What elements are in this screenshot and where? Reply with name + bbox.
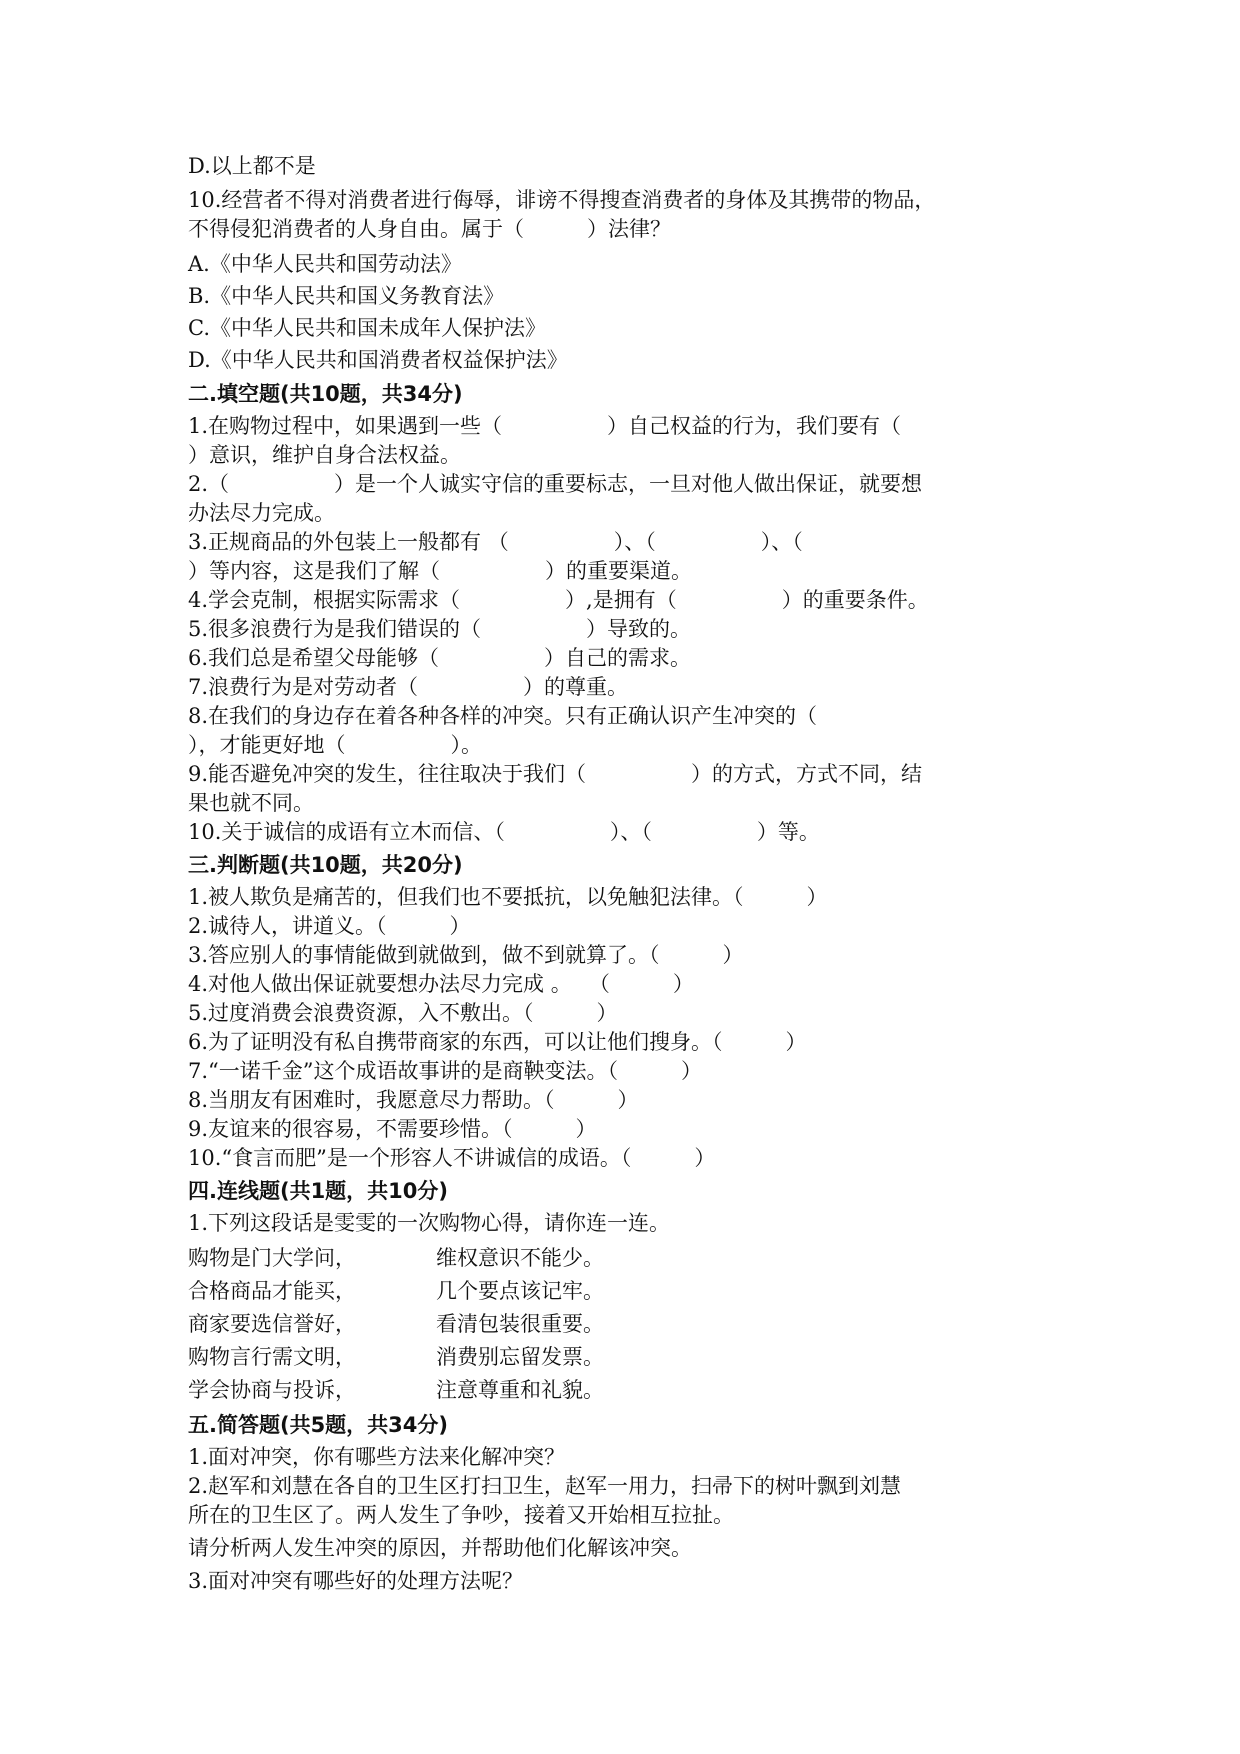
section-matching-title: 四.连线题(共1题，共10分)	[188, 1179, 449, 1203]
matching-left-item: 合格商品才能买，	[188, 1279, 356, 1303]
fill-line: 1.在购物过程中，如果遇到一些（ ）自己权益的行为，我们要有（	[188, 414, 902, 438]
fill-line: 6.我们总是希望父母能够（ ）自己的需求。	[188, 646, 692, 670]
matching-right-item: 维权意识不能少。	[436, 1246, 604, 1270]
fill-line: 9.能否避免冲突的发生，往往取决于我们（ ）的方式，方式不同，结	[188, 762, 923, 786]
fill-line: 8.在我们的身边存在着各种各样的冲突。只有正确认识产生冲突的（	[188, 704, 818, 728]
short-answer-q2-line3: 请分析两人发生冲突的原因，并帮助他们化解该冲突。	[188, 1536, 692, 1560]
q9-option-d: D.以上都不是	[188, 154, 316, 178]
matching-right-item: 注意尊重和礼貌。	[436, 1378, 604, 1402]
fill-line: 果也就不同。	[188, 791, 314, 815]
judge-line: 3.答应别人的事情能做到就做到，做不到就算了。（ ）	[188, 943, 744, 967]
matching-left-item: 购物是门大学问，	[188, 1246, 356, 1270]
q10-option-a: A.《中华人民共和国劳动法》	[188, 252, 462, 276]
matching-row	[188, 1275, 1088, 1308]
judge-line: 2.诚待人，讲道义。（ ）	[188, 914, 471, 938]
judge-line: 7.“一诺千金”这个成语故事讲的是商鞅变法。（ ）	[188, 1059, 703, 1083]
fill-line: 办法尽力完成。	[188, 501, 335, 525]
q10-stem-line2: 不得侵犯消费者的人身自由。属于（ ）法律？	[188, 217, 671, 241]
matching-left-item: 学会协商与投诉，	[188, 1378, 356, 1402]
matching-prompt: 1.下列这段话是雯雯的一次购物心得，请你连一连。	[188, 1211, 671, 1235]
matching-row	[188, 1308, 1088, 1341]
matching-row	[188, 1242, 1088, 1275]
judge-line: 6.为了证明没有私自携带商家的东西，可以让他们搜身。（ ）	[188, 1030, 807, 1054]
q10-stem-line1: 10.经营者不得对消费者进行侮辱，诽谤不得搜查消费者的身体及其携带的物品，	[188, 188, 936, 212]
short-answer-q1: 1.面对冲突，你有哪些方法来化解冲突？	[188, 1445, 566, 1469]
section-true-false-title: 三.判断题(共10题，共20分)	[188, 853, 463, 877]
matching-right-item: 消费别忘留发票。	[436, 1345, 604, 1369]
fill-line: ）等内容，这是我们了解（ ）的重要渠道。	[188, 559, 692, 583]
q10-option-b: B.《中华人民共和国义务教育法》	[188, 284, 505, 308]
fill-line: 5.很多浪费行为是我们错误的（ ）导致的。	[188, 617, 692, 641]
matching-row	[188, 1341, 1088, 1374]
section-short-answer-title: 五.简答题(共5题，共34分)	[188, 1413, 449, 1437]
judge-line: 4.对他人做出保证就要想办法尽力完成 。 （ ）	[188, 972, 694, 996]
matching-left-item: 商家要选信誉好，	[188, 1312, 356, 1336]
fill-line: 7.浪费行为是对劳动者（ ）的尊重。	[188, 675, 629, 699]
matching-left-item: 购物言行需文明，	[188, 1345, 356, 1369]
short-answer-q3: 3.面对冲突有哪些好的处理方法呢？	[188, 1569, 524, 1593]
matching-row	[188, 1374, 1088, 1407]
judge-line: 5.过度消费会浪费资源，入不敷出。（ ）	[188, 1001, 618, 1025]
fill-line: 2.（ ）是一个人诚实守信的重要标志，一旦对他人做出保证，就要想	[188, 472, 923, 496]
q10-option-d: D.《中华人民共和国消费者权益保护法》	[188, 348, 568, 372]
judge-line: 1.被人欺负是痛苦的，但我们也不要抵抗，以免触犯法律。（ ）	[188, 885, 828, 909]
short-answer-q2-line2: 所在的卫生区了。两人发生了争吵，接着又开始相互拉扯。	[188, 1503, 734, 1527]
matching-right-item: 几个要点该记牢。	[436, 1279, 604, 1303]
fill-line: 4.学会克制，根据实际需求（ ）,是拥有（ ）的重要条件。	[188, 588, 929, 612]
q10-option-c: C.《中华人民共和国未成年人保护法》	[188, 316, 546, 340]
fill-line: ）意识，维护自身合法权益。	[188, 443, 461, 467]
fill-line: 3.正规商品的外包装上一般都有 （ ）、（ ）、（	[188, 530, 803, 554]
fill-line: ），才能更好地（ ）。	[188, 733, 482, 757]
short-answer-q2-line1: 2.赵军和刘慧在各自的卫生区打扫卫生，赵军一用力，扫帚下的树叶飘到刘慧	[188, 1474, 902, 1498]
judge-line: 8.当朋友有困难时，我愿意尽力帮助。（ ）	[188, 1088, 639, 1112]
fill-line: 10.关于诚信的成语有立木而信、（ ）、（ ）等。	[188, 820, 820, 844]
matching-right-item: 看清包装很重要。	[436, 1312, 604, 1336]
judge-line: 10.“食言而肥”是一个形容人不讲诚信的成语。（ ）	[188, 1146, 716, 1170]
judge-line: 9.友谊来的很容易，不需要珍惜。（ ）	[188, 1117, 597, 1141]
section-fill-blank-title: 二.填空题(共10题，共34分)	[188, 382, 463, 406]
worksheet-content	[188, 150, 1088, 1596]
